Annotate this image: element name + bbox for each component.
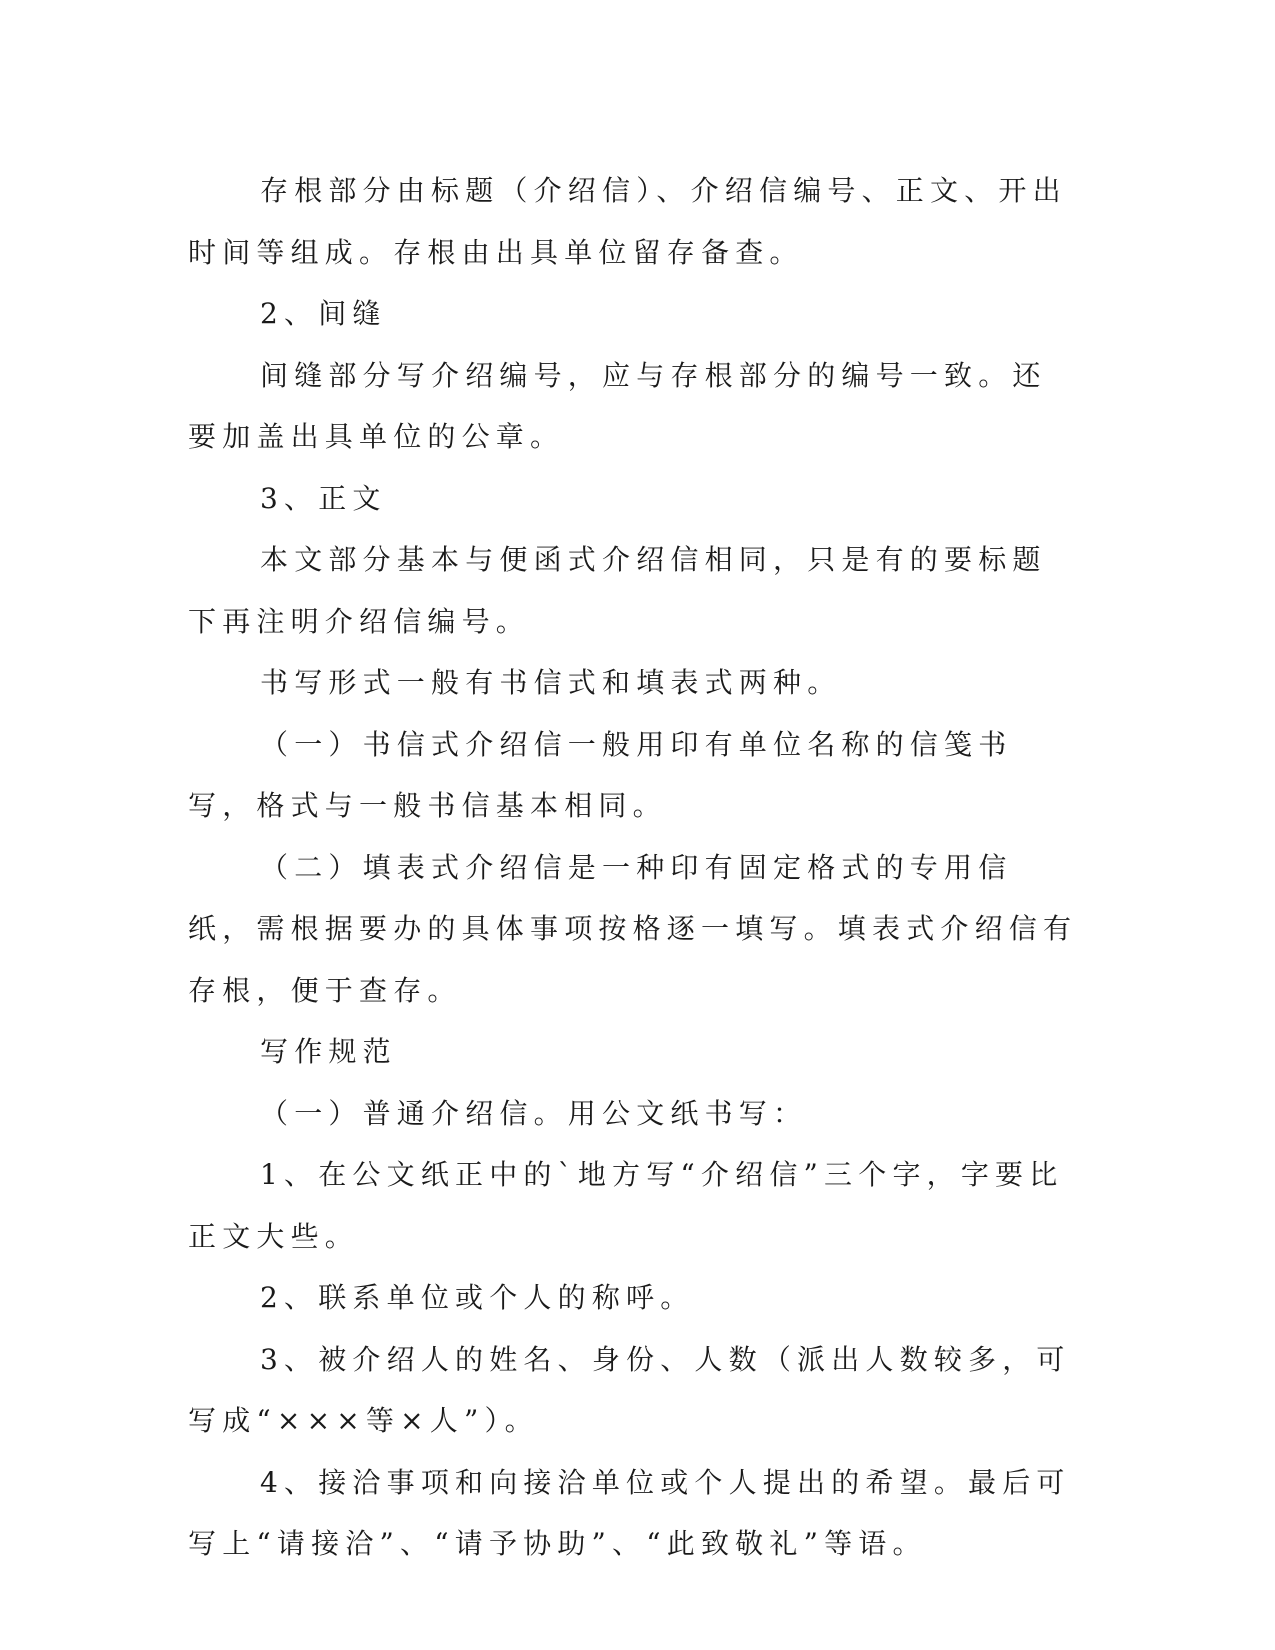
document-body (188, 160, 1080, 1575)
list-item-4: 4、接洽事项和向接洽单位或个人提出的希望。最后可写上“请接洽”、“请予协助”、“此致敬礼”等语。 (188, 1465, 1071, 1560)
heading-3-zhengwen: 3、正文 (260, 481, 387, 515)
heading-writing-standards: 写作规范 (260, 1035, 397, 1068)
paragraph-writing-forms: 书写形式一般有书信式和填表式两种。 (260, 666, 842, 699)
paragraph-stub-description: 存根部分由标题（介绍信）、介绍信编号、正文、开出时间等组成。存根由出具单位留存备查。 (188, 174, 1067, 269)
list-item-1: 1、在公文纸正中的`地方写“介绍信”三个字，字要比正文大些。 (188, 1158, 1064, 1253)
heading-2-jianfeng: 2、间缝 (260, 297, 387, 330)
paragraph-zhengwen-description: 本文部分基本与便函式介绍信相同，只是有的要标题下再注明介绍信编号。 (188, 543, 1047, 638)
paragraph-letter-form: （一）书信式介绍信一般用印有单位名称的信笺书写，格式与一般书信基本相同。 (188, 727, 1013, 822)
list-item-2: 2、联系单位或个人的称呼。 (260, 1281, 695, 1314)
list-item-3: 3、被介绍人的姓名、身份、人数（派出人数较多，可写成“×××等×人”）。 (188, 1342, 1071, 1437)
paragraph-jianfeng-description: 间缝部分写介绍编号，应与存根部分的编号一致。还要加盖出具单位的公章。 (188, 358, 1047, 453)
paragraph-table-form: （二）填表式介绍信是一种印有固定格式的专用信纸，需根据要办的具体事项按格逐一填写。填表式介绍信有存根，便于查存。 (188, 850, 1078, 1007)
heading-ordinary-letter: （一）普通介绍信。用公文纸书写： (260, 1096, 808, 1130)
